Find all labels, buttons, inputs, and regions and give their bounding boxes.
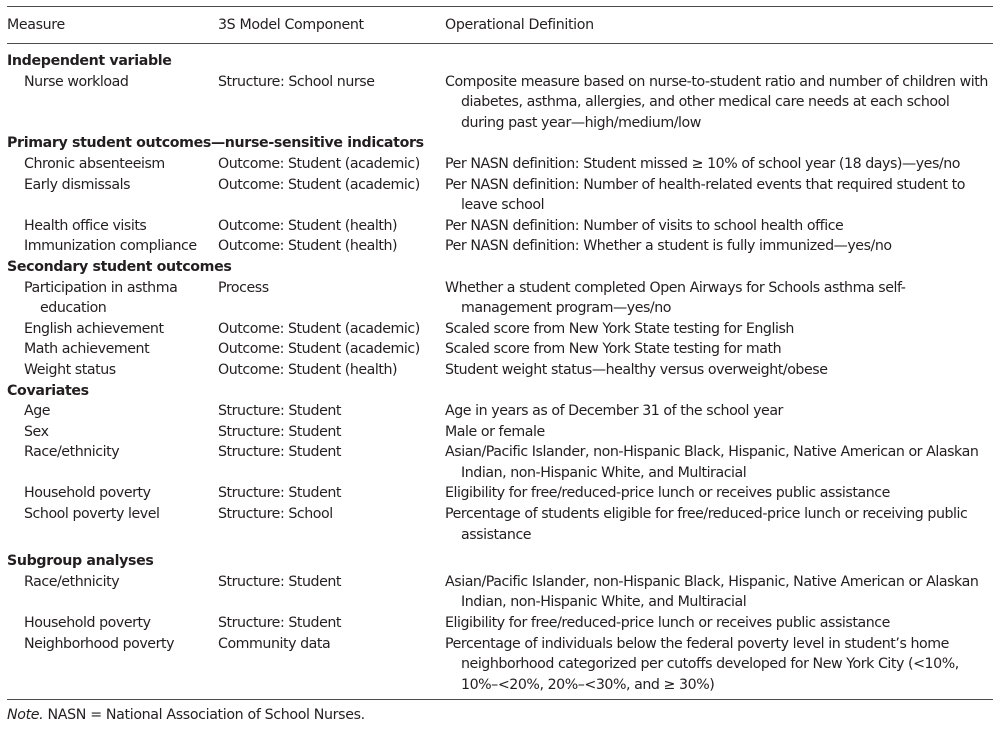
section-title-subgroup-analyses: Subgroup analyses: [7, 553, 154, 570]
cell-definition: Per NASN definition: Whether a student is fully immunized—yes/no: [445, 238, 892, 255]
note-text: NASN = National Association of School Nurses.: [43, 707, 365, 723]
cell-component: Outcome: Student (academic): [218, 155, 420, 172]
section-title-secondary-outcomes: Secondary student outcomes: [7, 258, 232, 275]
table-row: [7, 483, 993, 504]
cell-component: Outcome: Student (academic): [218, 341, 420, 358]
cell-measure: Immunization compliance: [24, 238, 197, 255]
cell-definition: Eligibility for free/reduced-price lunch or receives public assistance: [445, 485, 890, 502]
cell-measure: Race/ethnicity: [24, 444, 120, 461]
cell-measure: English achievement: [24, 320, 164, 337]
cell-component: Outcome: Student (health): [218, 361, 398, 378]
cell-definition: Per NASN definition: Number of health-related events that required student to leave school: [445, 176, 965, 214]
header-component: 3S Model Component: [218, 17, 364, 33]
table-row: [7, 175, 993, 216]
table-body: [7, 44, 993, 699]
table-row: [7, 504, 993, 545]
table-row: [7, 572, 993, 613]
cell-component: Structure: School nurse: [218, 73, 375, 90]
cell-definition: Asian/Pacific Islander, non-Hispanic Black, Hispanic, Native American or Alaskan Indian, non-Hispanic White, and Multiracial: [445, 444, 979, 481]
cell-definition: Male or female: [445, 423, 545, 440]
cell-measure: Household poverty: [24, 485, 151, 502]
table-row: [7, 442, 993, 483]
cell-component: Process: [218, 279, 269, 296]
header-definition: Operational Definition: [445, 17, 594, 33]
section-title-covariates: Covariates: [7, 382, 89, 399]
table-row: [7, 319, 993, 340]
measures-table: [7, 6, 993, 700]
table-row: [7, 72, 993, 134]
cell-definition: Scaled score from New York State testing for English: [445, 320, 794, 337]
cell-component: Structure: Student: [218, 423, 342, 440]
table-row: [7, 216, 993, 237]
cell-measure: Early dismissals: [24, 176, 131, 193]
cell-component: Structure: Student: [218, 615, 342, 632]
cell-definition: Whether a student completed Open Airways for Schools asthma self-management program—yes/no: [445, 279, 906, 317]
table-row: [7, 360, 993, 381]
cell-definition: Eligibility for free/reduced-price lunch or receives public assistance: [445, 615, 890, 632]
cell-definition: Per NASN definition: Student missed ≥ 10% of school year (18 days)—yes/no: [445, 155, 960, 172]
section-title-independent-variable: Independent variable: [7, 53, 172, 69]
table-header: [7, 7, 993, 43]
table-row: [7, 339, 993, 360]
cell-measure: Sex: [24, 423, 49, 440]
table-row: [7, 422, 993, 443]
cell-definition: Composite measure based on nurse-to-student ratio and number of children with diabetes, asthma, allergies, and other medical care needs at each school during past year—high/medium/low: [445, 73, 988, 131]
cell-measure: Weight status: [24, 361, 116, 378]
cell-measure: Chronic absenteeism: [24, 155, 165, 172]
table-row: [7, 613, 993, 634]
cell-measure: Age: [24, 403, 51, 420]
table-row: [7, 236, 993, 257]
cell-definition: Age in years as of December 31 of the school year: [445, 403, 783, 420]
cell-definition: Percentage of individuals below the federal poverty level in student’s home neighborhood categorized per cutoffs developed for New York City (<10%, 10%–<20%, 20%–<30%, and ≥ 30%): [445, 635, 959, 693]
cell-definition: Scaled score from New York State testing for math: [445, 341, 782, 358]
table-note: [7, 707, 365, 723]
cell-measure: Participation in asthma education: [24, 279, 178, 317]
cell-measure: Household poverty: [24, 615, 151, 632]
table-row: [7, 278, 993, 319]
note-label: Note.: [7, 707, 44, 723]
cell-component: Structure: Student: [218, 573, 342, 590]
table-row: [7, 634, 993, 696]
cell-measure: Math achievement: [24, 341, 150, 358]
cell-component: Outcome: Student (health): [218, 238, 398, 255]
cell-component: Community data: [218, 635, 331, 652]
cell-definition: Per NASN definition: Number of visits to school health office: [445, 217, 844, 234]
table-row: [7, 154, 993, 175]
cell-measure: Nurse workload: [24, 73, 129, 90]
table-row: [7, 401, 993, 422]
cell-component: Structure: Student: [218, 485, 342, 502]
header-measure: Measure: [7, 17, 65, 33]
bottom-rule: [7, 699, 993, 700]
cell-measure: Neighborhood poverty: [24, 635, 175, 652]
section-title-primary-outcomes: Primary student outcomes—nurse-sensitive indicators: [7, 135, 424, 152]
cell-definition: Student weight status—healthy versus overweight/obese: [445, 361, 828, 378]
cell-measure: School poverty level: [24, 506, 160, 523]
cell-definition: Asian/Pacific Islander, non-Hispanic Black, Hispanic, Native American or Alaskan Indian, non-Hispanic White, and Multiracial: [445, 573, 979, 611]
cell-component: Outcome: Student (academic): [218, 176, 420, 193]
cell-measure: Health office visits: [24, 217, 147, 234]
cell-component: Structure: Student: [218, 403, 342, 420]
cell-measure: Race/ethnicity: [24, 573, 120, 590]
cell-definition: Percentage of students eligible for free/reduced-price lunch or receiving public assistance: [445, 506, 968, 543]
cell-component: Outcome: Student (health): [218, 217, 398, 234]
cell-component: Structure: School: [218, 506, 333, 523]
cell-component: Structure: Student: [218, 444, 342, 461]
cell-component: Outcome: Student (academic): [218, 320, 420, 337]
